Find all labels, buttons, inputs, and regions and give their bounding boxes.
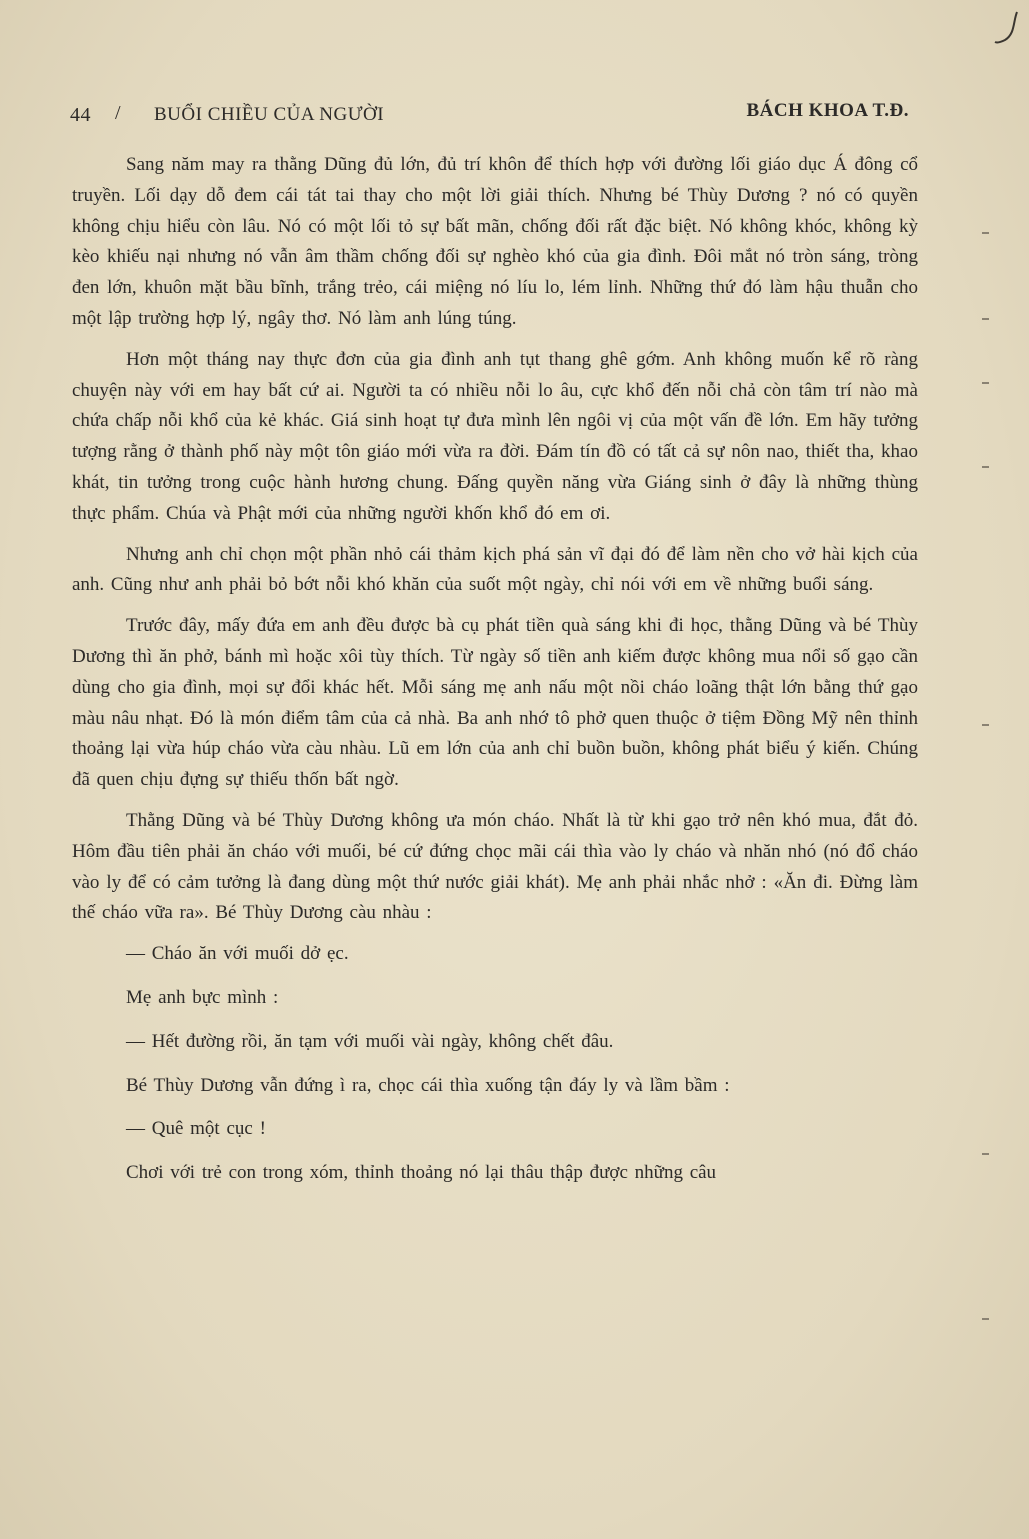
dialogue-line: — Quê một cục ! bbox=[126, 1118, 266, 1140]
article-body bbox=[72, 150, 918, 1193]
paragraph: Hơn một tháng nay thực đơn của gia đình anh tụt thang ghê gớm. Anh không muốn kể rõ ràng chuyện này với em hay bất cứ ai. Người ta có nhiều nỗi lo âu, cực khổ đến nỗi chả còn tâm trí nào mà chứa chấp nỗi khổ của kẻ khác. Giá sinh hoạt tự đưa mình lên ngôi vị của một vấn đề lớn. Em hãy tưởng tượng rằng ở thành phố này một tôn giáo mới vừa ra đời. Đám tín đồ có tất cả sự nôn nao, thiết tha, khao khát, tin tưởng trong cuộc hành hương chung. Đấng quyền năng vừa Giáng sinh ở đây là những thùng thực phẩm. Chúa và Phật mới của những người khốn khổ đó em ơi. bbox=[72, 348, 918, 524]
running-title: BUỔI CHIỀU CỦA NGƯỜI bbox=[154, 104, 385, 125]
page-number: 44 bbox=[70, 104, 91, 126]
margin-speck bbox=[982, 1153, 989, 1155]
header-separator: / bbox=[115, 102, 122, 124]
page-header bbox=[70, 92, 909, 132]
narration-line: Mẹ anh bực mình : bbox=[126, 986, 279, 1008]
paragraph: Thằng Dũng và bé Thùy Dương không ưa món cháo. Nhất là từ khi gạo trở nên khó mua, đắt đỏ. Hôm đầu tiên phải ăn cháo với muối, bé cứ đứng chọc mãi cái thìa vào ly cháo và nhăn nhó (nó đổ cháo vào ly để có cảm tưởng là đang dùng một thứ nước giải khát). Mẹ anh phải nhắc nhở : «Ăn đi. Đừng làm thế cháo vữa ra». Bé Thùy Dương càu nhàu : bbox=[72, 809, 918, 924]
dialogue-line: — Cháo ăn với muối dở ẹc. bbox=[126, 943, 349, 965]
journal-name: BÁCH KHOA T.Đ. bbox=[746, 100, 909, 121]
margin-speck bbox=[982, 466, 989, 468]
margin-speck bbox=[982, 724, 989, 726]
continued-paragraph: Chơi với trẻ con trong xóm, thỉnh thoảng nó lại thâu thập được những câu bbox=[126, 1162, 717, 1184]
margin-speck bbox=[982, 232, 989, 234]
paragraph: Nhưng anh chỉ chọn một phần nhỏ cái thảm kịch phá sản vĩ đại đó để làm nền cho vở hài kịch của anh. Cũng như anh phải bỏ bớt nỗi khó khăn của suốt một ngày, chỉ nói với em về những buổi sáng. bbox=[72, 543, 918, 596]
margin-speck bbox=[982, 382, 989, 384]
margin-speck bbox=[982, 1318, 989, 1320]
margin-speck bbox=[982, 318, 989, 320]
narration-line: Bé Thùy Dương vẫn đứng ì ra, chọc cái thìa xuống tận đáy ly và lầm bầm : bbox=[126, 1074, 730, 1096]
paragraph: Trước đây, mấy đứa em anh đều được bà cụ phát tiền quà sáng khi đi học, thằng Dũng và bé Thùy Dương thì ăn phở, bánh mì hoặc xôi tùy thích. Từ ngày số tiền anh kiếm được không mua nổi số gạo cần dùng cho gia đình, mọi sự đổi khác hết. Mỗi sáng mẹ anh nấu một nồi cháo loãng thật lớn bằng thứ gạo màu nâu nhạt. Đó là món điểm tâm của cả nhà. Ba anh nhớ tô phở quen thuộc ở tiệm Đồng Mỹ nên thỉnh thoảng lại vừa húp cháo vừa càu nhàu. Lũ em lớn của anh chỉ buồn buồn, không phát biểu ý kiến. Chúng đã quen chịu đựng sự thiếu thốn bất ngờ. bbox=[72, 615, 918, 791]
dialogue-line: — Hết đường rồi, ăn tạm với muối vài ngày, không chết đâu. bbox=[126, 1030, 614, 1052]
corner-ink-mark bbox=[993, 10, 1021, 50]
paragraph: Sang năm may ra thằng Dũng đủ lớn, đủ trí khôn để thích hợp với đường lối giáo dục Á đông cổ truyền. Lối dạy dỗ đem cái tát tai thay cho một lời giải thích. Nhưng bé Thùy Dương ? nó có quyền không chịu hiểu còn lâu. Nó có một lối tỏ sự bất mãn, chống đối rất đặc biệt. Nó không khóc, không kỳ kèo khiếu nại nhưng nó vẫn âm thầm chống đối sự nghèo khó của gia đình. Đôi mắt nó tròn sáng, tròng đen lớn, khuôn mặt bầu bĩnh, trắng trẻo, cái miệng nó líu lo, lém lỉnh. Những thứ đó làm hậu thuẫn cho một lập trường hợp lý, ngây thơ. Nó làm anh lúng túng. bbox=[72, 154, 918, 329]
